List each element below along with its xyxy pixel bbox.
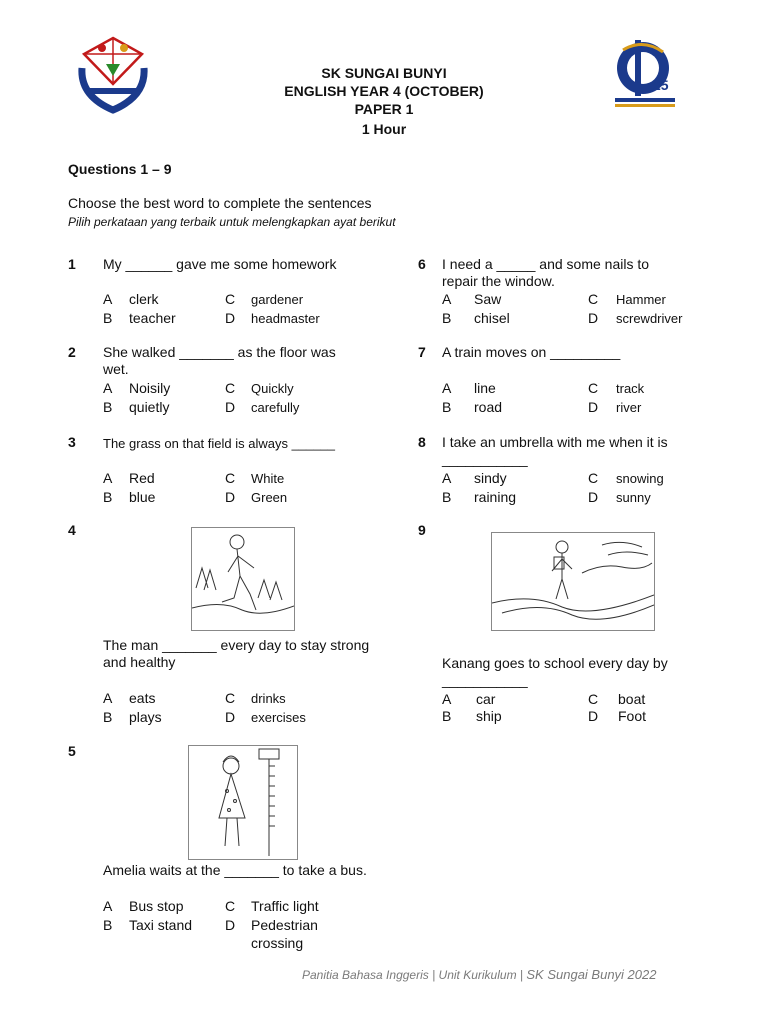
- option-letter: C: [588, 380, 599, 396]
- option[interactable]: [225, 469, 284, 488]
- option-text: sindy: [474, 470, 507, 486]
- bus-stop-picture: [188, 745, 298, 860]
- option-letter: D: [225, 310, 236, 326]
- logo-25-text: 25: [653, 77, 669, 93]
- option[interactable]: [103, 916, 192, 934]
- option-text: Green: [251, 490, 288, 505]
- option-letter: A: [442, 380, 452, 396]
- option-letter: B: [442, 708, 452, 724]
- question-text: The grass on that field is always ______: [103, 436, 335, 451]
- option-letter: D: [225, 709, 236, 725]
- option-letter: D: [588, 708, 599, 724]
- option-text: ship: [476, 708, 502, 724]
- option-text: sunny: [616, 490, 651, 505]
- option[interactable]: [103, 309, 176, 327]
- paper-title: PAPER 1: [354, 101, 414, 117]
- option-letter: C: [588, 691, 599, 707]
- option[interactable]: [103, 708, 162, 726]
- option-text: headmaster: [251, 311, 320, 326]
- option-text: river: [616, 400, 642, 415]
- option-letter: C: [225, 690, 236, 706]
- option-letter: D: [588, 489, 599, 505]
- option-text: screwdriver: [616, 311, 683, 326]
- option[interactable]: [225, 309, 320, 328]
- option[interactable]: [442, 379, 496, 397]
- boy-walking-picture: [491, 532, 655, 631]
- option-letter: B: [103, 399, 113, 415]
- option[interactable]: [225, 916, 325, 952]
- question-number: 1: [68, 256, 76, 272]
- question-number: 5: [68, 743, 76, 759]
- option[interactable]: [103, 379, 170, 397]
- option[interactable]: [225, 379, 294, 398]
- option[interactable]: [588, 379, 644, 398]
- option-text: exercises: [251, 710, 306, 725]
- option-text: Pedestrian crossing: [251, 917, 318, 951]
- question-number: 6: [418, 256, 426, 272]
- option[interactable]: [588, 309, 682, 328]
- option[interactable]: [588, 290, 666, 309]
- option[interactable]: [225, 897, 319, 915]
- option-text: Red: [129, 470, 155, 486]
- option-letter: A: [103, 291, 113, 307]
- instruction-en: Choose the best word to complete the sentences: [68, 195, 372, 211]
- option[interactable]: [225, 290, 303, 309]
- option[interactable]: [225, 488, 287, 507]
- option-letter: A: [103, 690, 113, 706]
- option-text: eats: [129, 690, 156, 706]
- option-letter: D: [225, 399, 236, 415]
- option-letter: D: [225, 489, 236, 505]
- option-text: snowing: [616, 471, 664, 486]
- option-text: teacher: [129, 310, 176, 326]
- option-letter: D: [588, 399, 599, 415]
- option-letter: C: [588, 470, 599, 486]
- option-letter: C: [225, 470, 236, 486]
- option[interactable]: [103, 897, 183, 915]
- option-text: car: [476, 691, 496, 707]
- option-text: clerk: [129, 291, 159, 307]
- option[interactable]: [442, 690, 495, 708]
- section-title: Questions 1 – 9: [68, 161, 172, 177]
- option[interactable]: [588, 469, 664, 488]
- option-text: Quickly: [251, 381, 294, 396]
- footer-separator: |: [519, 968, 524, 982]
- option[interactable]: [442, 398, 502, 416]
- question-text: A train moves on _________: [442, 344, 621, 360]
- option-text: line: [474, 380, 496, 396]
- option-letter: B: [442, 489, 452, 505]
- option-text: plays: [129, 709, 162, 725]
- question-number: 8: [418, 434, 426, 450]
- footer-left: Panitia Bahasa Inggeris | Unit Kurikulum: [302, 968, 517, 982]
- option-text: raining: [474, 489, 517, 505]
- option-letter: C: [588, 291, 599, 307]
- option-letter: A: [442, 470, 452, 486]
- option-text: boat: [618, 691, 646, 707]
- question-number: 9: [418, 522, 426, 538]
- question-number: 4: [68, 522, 76, 538]
- question-text: My ______ gave me some homework: [103, 256, 337, 272]
- option-text: Saw: [474, 291, 502, 307]
- option-text: road: [474, 399, 503, 415]
- question-text: I need a _____ and some nails to repair the window.: [442, 256, 650, 289]
- option[interactable]: [103, 398, 169, 416]
- option-letter: C: [225, 291, 236, 307]
- option[interactable]: [103, 290, 159, 308]
- subject-title: ENGLISH YEAR 4 (OCTOBER): [284, 83, 484, 99]
- option-letter: A: [103, 380, 113, 396]
- option-letter: C: [225, 380, 236, 396]
- option[interactable]: [225, 689, 286, 708]
- option-letter: B: [103, 917, 113, 933]
- option-text: quietly: [129, 399, 170, 415]
- option-letter: A: [442, 691, 452, 707]
- option-letter: B: [442, 310, 452, 326]
- duration: 1 Hour: [361, 121, 407, 137]
- option[interactable]: [442, 469, 507, 487]
- option[interactable]: [442, 707, 502, 725]
- option-letter: D: [225, 917, 236, 933]
- option-text: Taxi stand: [129, 917, 193, 933]
- option[interactable]: [225, 708, 306, 727]
- option-text: Foot: [618, 708, 647, 724]
- option-letter: C: [225, 898, 236, 914]
- question-number: 2: [68, 344, 76, 360]
- question-text: Amelia waits at the _______ to take a bus.: [103, 862, 367, 878]
- option-letter: A: [103, 898, 113, 914]
- option-text: Hammer: [616, 292, 666, 307]
- option[interactable]: [588, 488, 651, 507]
- option-text: carefully: [251, 400, 300, 415]
- option-letter: B: [103, 489, 113, 505]
- option-text: blue: [129, 489, 156, 505]
- option-text: Bus stop: [129, 898, 184, 914]
- man-running-picture: [191, 527, 295, 631]
- option-letter: B: [103, 310, 113, 326]
- option[interactable]: [442, 290, 501, 308]
- option[interactable]: [588, 707, 646, 725]
- option-text: gardener: [251, 292, 304, 307]
- option-letter: A: [442, 291, 452, 307]
- option-text: White: [251, 471, 285, 486]
- footer-right: SK Sungai Bunyi 2022: [526, 967, 657, 982]
- option-letter: D: [588, 310, 599, 326]
- option-text: Traffic light: [251, 898, 319, 914]
- option[interactable]: [442, 309, 510, 327]
- option[interactable]: [588, 398, 641, 417]
- question-text: She walked _______ as the floor was wet.: [103, 344, 336, 377]
- option-text: chisel: [474, 310, 510, 326]
- option[interactable]: [103, 488, 155, 506]
- question-text: Kanang goes to school every day by ___________: [442, 655, 668, 688]
- question-number: 7: [418, 344, 426, 360]
- question-number: 3: [68, 434, 76, 450]
- option[interactable]: [442, 488, 516, 506]
- option-text: track: [616, 381, 645, 396]
- option-letter: B: [442, 399, 452, 415]
- option[interactable]: [103, 689, 155, 707]
- option-text: Noisily: [129, 380, 171, 396]
- option-letter: A: [103, 470, 113, 486]
- question-text: I take an umbrella with me when it is ___________: [442, 434, 668, 467]
- school-name: SK SUNGAI BUNYI: [321, 65, 447, 81]
- option-letter: B: [103, 709, 113, 725]
- option-text: drinks: [251, 691, 286, 706]
- question-text: The man _______ every day to stay strong and healthy: [103, 637, 370, 670]
- instruction-ms: Pilih perkataan yang terbaik untuk melengkapkan ayat berikut: [68, 215, 396, 229]
- option[interactable]: [588, 690, 645, 708]
- option[interactable]: [103, 469, 155, 487]
- footer: [302, 967, 656, 982]
- option[interactable]: [225, 398, 299, 417]
